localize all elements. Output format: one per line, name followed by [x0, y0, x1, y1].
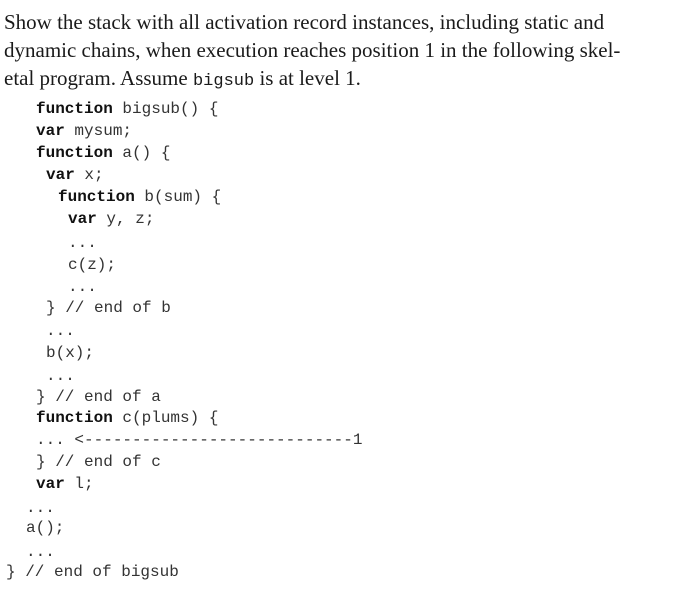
code-line-2 [36, 121, 132, 141]
code-text: b(sum) { [134, 188, 222, 206]
code-text: y, z; [96, 210, 155, 228]
code-text: c(plums) { [112, 409, 219, 427]
code-text: mysum; [64, 122, 133, 140]
code-line-21: ... [26, 543, 55, 561]
code-line-5 [58, 187, 221, 207]
code-line-15 [36, 408, 218, 428]
code-line-1 [36, 99, 218, 119]
question-line-3 [4, 64, 684, 96]
keyword-var: var [36, 475, 65, 493]
code-line-18 [36, 474, 94, 494]
code-line-13: ... [46, 367, 75, 385]
code-line-12: b(x); [46, 344, 95, 362]
code-line-14: } // end of a [36, 388, 161, 406]
code-line-8: c(z); [68, 256, 117, 274]
code-line-3 [36, 143, 170, 163]
keyword-function: function [36, 409, 113, 427]
keyword-var: var [68, 210, 97, 228]
keyword-var: var [46, 166, 75, 184]
code-line-6 [68, 209, 154, 229]
code-line-22: } // end of bigsub [6, 563, 179, 581]
question-line-3-pre: etal program. Assume [4, 66, 193, 90]
code-line-19: ... [26, 499, 55, 517]
code-text: a() { [112, 144, 171, 162]
keyword-function: function [36, 144, 113, 162]
code-line-7: ... [68, 234, 97, 252]
keyword-function: function [36, 100, 113, 118]
code-line-9: ... [68, 278, 97, 296]
question-line-3-post: is at level 1. [254, 66, 361, 90]
code-line-17: } // end of c [36, 453, 161, 471]
code-line-10: } // end of b [46, 299, 171, 317]
question-line-1: Show the stack with all activation record instances, including static and [4, 10, 605, 34]
code-text: x; [74, 166, 104, 184]
inline-code-bigsub: bigsub [192, 72, 255, 91]
keyword-var: var [36, 122, 65, 140]
code-text: l; [64, 475, 94, 493]
keyword-function: function [58, 188, 135, 206]
code-line-16-position-1-marker: ... <----------------------------1 [36, 431, 363, 449]
code-line-11: ... [46, 322, 75, 340]
question-text [4, 8, 684, 96]
question-line-2: dynamic chains, when execution reaches position 1 in the following skel- [4, 38, 621, 62]
code-line-20: a(); [26, 519, 65, 537]
code-line-4 [46, 165, 104, 185]
code-text: bigsub() { [112, 100, 219, 118]
